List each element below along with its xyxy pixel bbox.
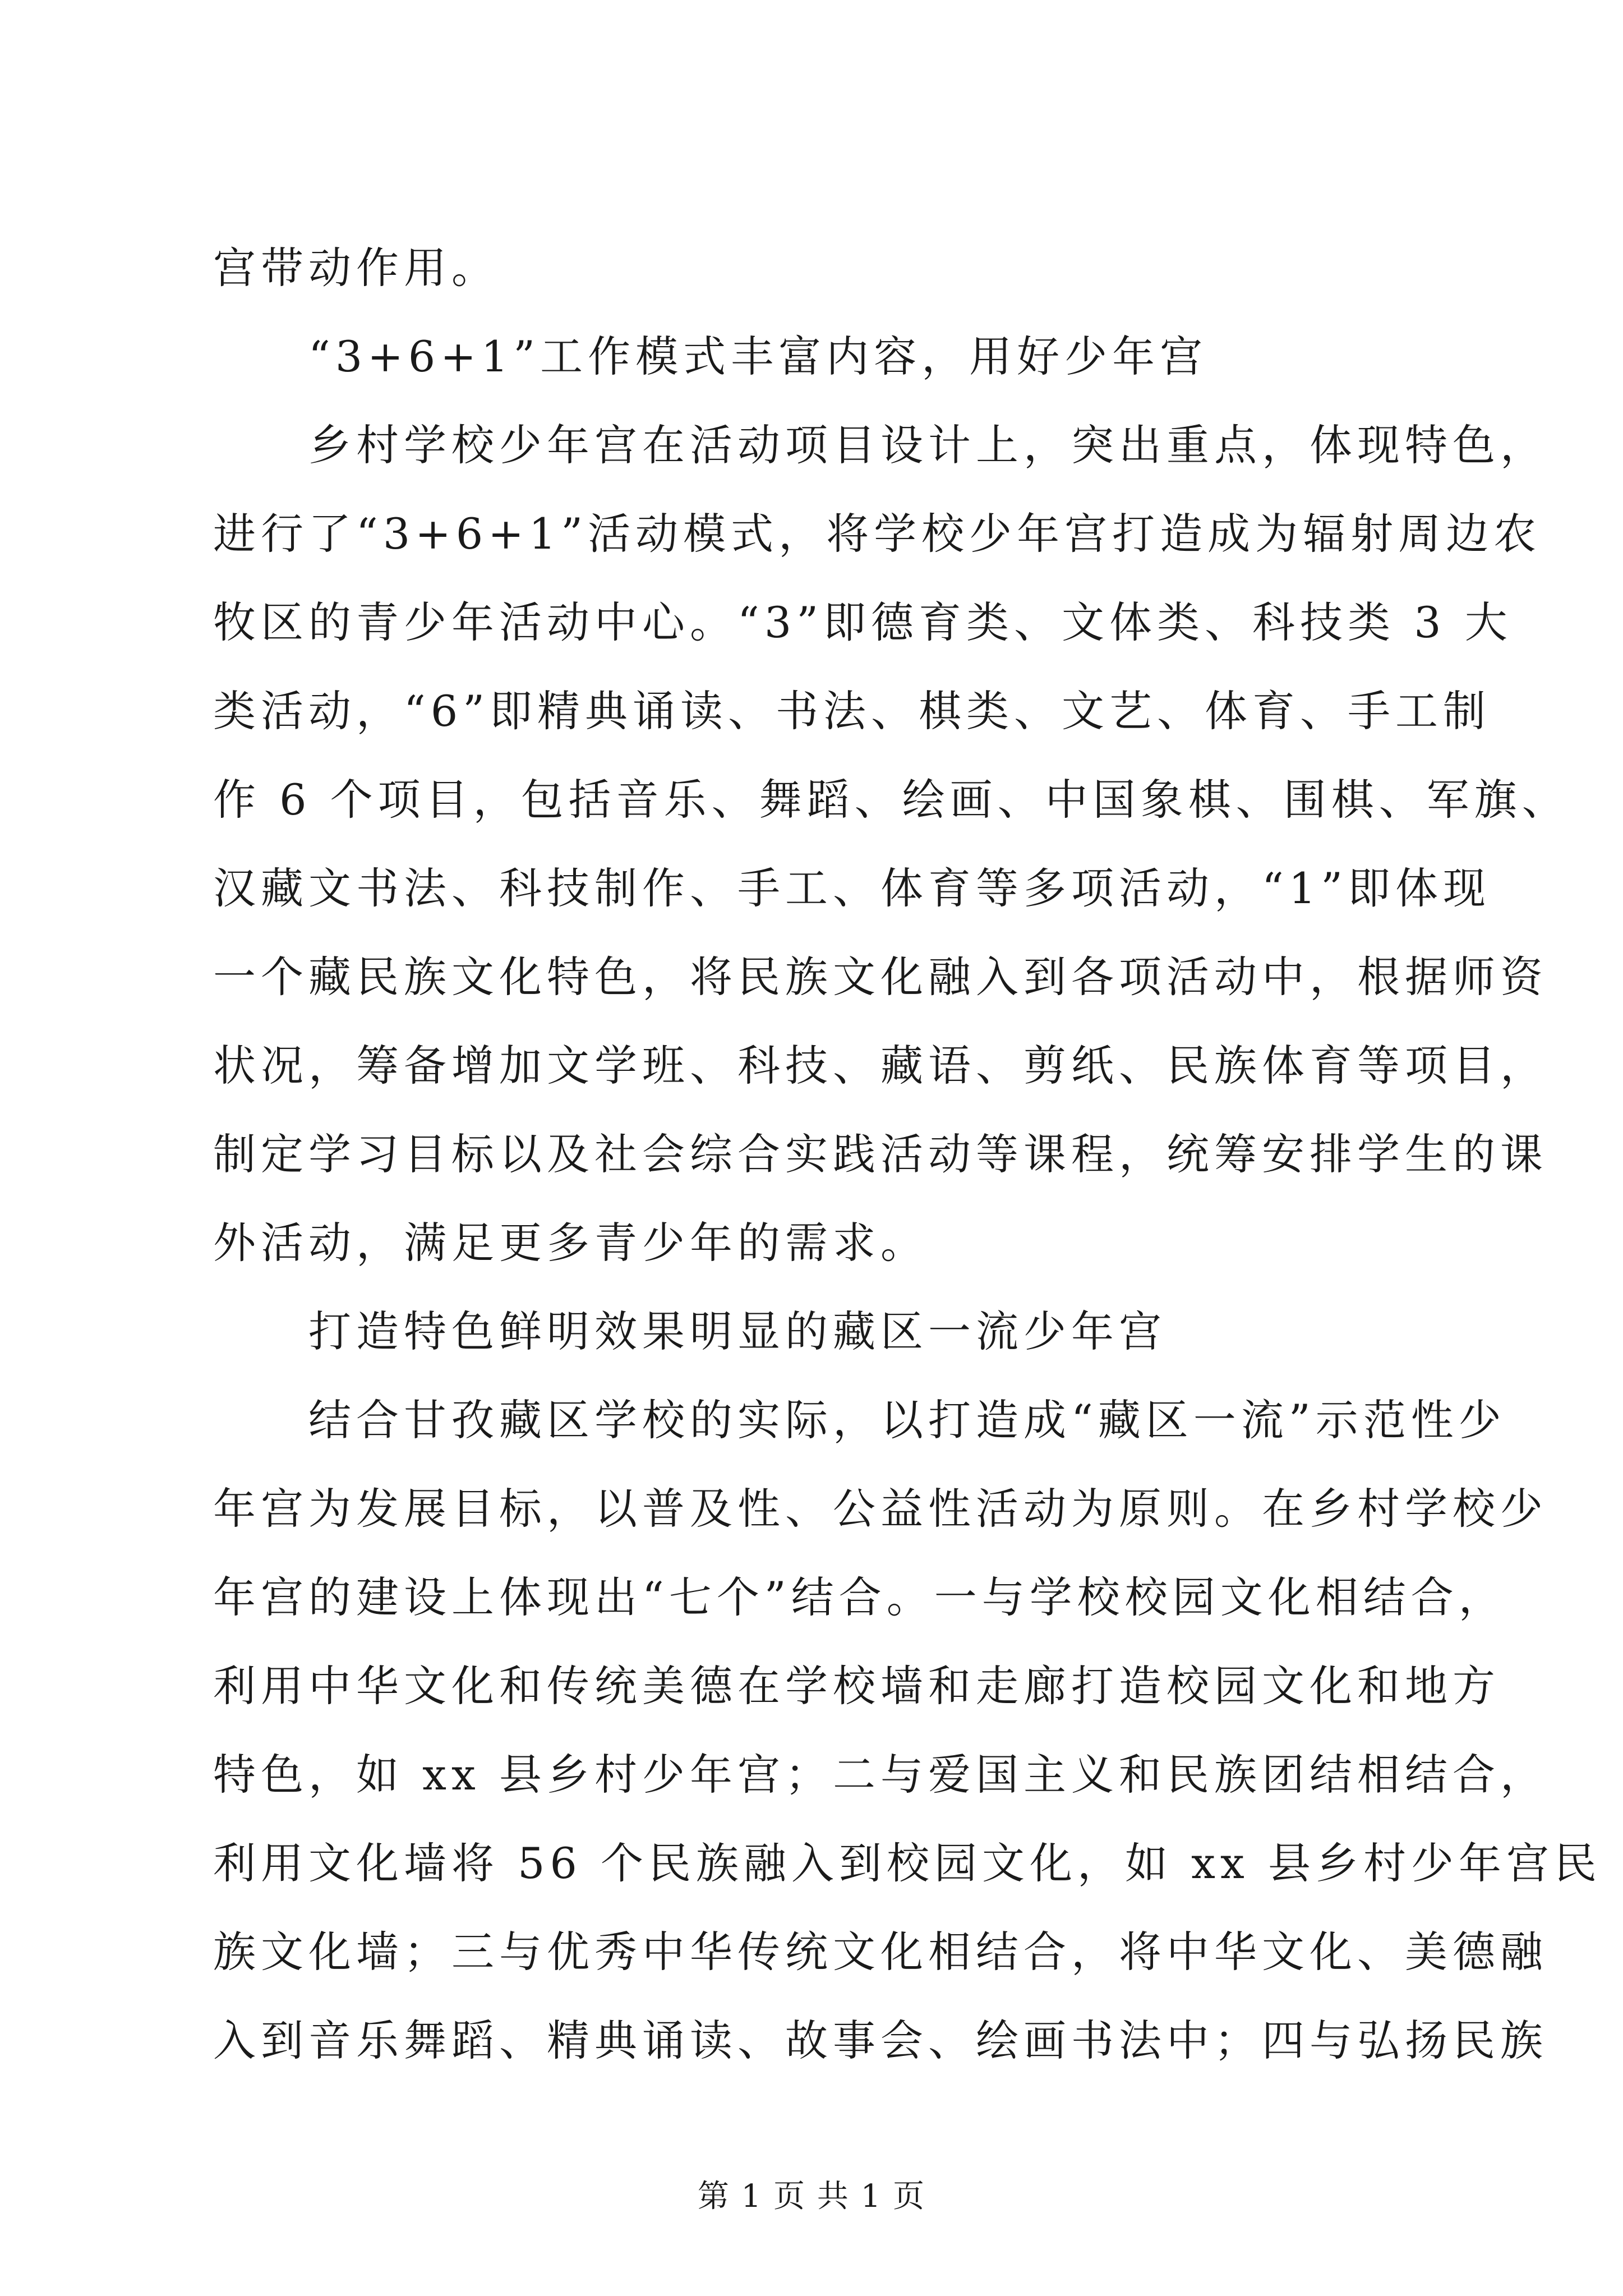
- text-line-21: 入到音乐舞蹈、精典诵读、故事会、绘画书法中；四与弘扬民族: [213, 2016, 1548, 2065]
- text-line-16: 年宫的建设上体现出“七个”结合。一与学校校园文化相结合，: [213, 1572, 1506, 1622]
- text-line-8: 汉藏文书法、科技制作、手工、体育等多项活动，“1”即体现: [213, 863, 1491, 913]
- section-heading-1: “3+6+1”工作模式丰富内容，用好少年宫: [308, 332, 1208, 381]
- page-number-footer: 第 1 页 共 1 页: [697, 2178, 926, 2215]
- text-line-19: 利用文化墙将 56 个民族融入到校园文化，如 xx 县乡村少年宫民: [213, 1838, 1602, 1888]
- text-line-6: 类活动，“6”即精典诵读、书法、棋类、文艺、体育、手工制: [213, 686, 1491, 736]
- text-line-4: 进行了“3+6+1”活动模式，将学校少年宫打造成为辐射周边农: [213, 509, 1542, 559]
- text-line-5: 牧区的青少年活动中心。“3”即德育类、文体类、科技类 3 大: [213, 597, 1513, 647]
- text-line-12: 外活动，满足更多青少年的需求。: [213, 1218, 928, 1268]
- text-line-14: 结合甘孜藏区学校的实际，以打造成“藏区一流”示范性少: [308, 1395, 1506, 1445]
- text-line-11: 制定学习目标以及社会综合实践活动等课程，统筹安排学生的课: [213, 1129, 1548, 1179]
- text-line-20: 族文化墙；三与优秀中华传统文化相结合，将中华文化、美德融: [213, 1927, 1548, 1977]
- text-line-17: 利用中华文化和传统美德在学校墙和走廊打造校园文化和地方: [213, 1661, 1500, 1711]
- section-heading-2: 打造特色鲜明效果明显的藏区一流少年宫: [308, 1306, 1166, 1356]
- text-line-9: 一个藏民族文化特色，将民族文化融入到各项活动中，根据师资: [213, 952, 1548, 1002]
- text-line-18: 特色，如 xx 县乡村少年宫；二与爱国主义和民族团结相结合，: [213, 1750, 1548, 1800]
- text-line-3: 乡村学校少年宫在活动项目设计上，突出重点，体现特色，: [308, 420, 1548, 470]
- text-line-10: 状况，筹备增加文学班、科技、藏语、剪纸、民族体育等项目，: [213, 1041, 1548, 1091]
- text-line-15: 年宫为发展目标，以普及性、公益性活动为原则。在乡村学校少: [213, 1484, 1548, 1534]
- text-line-1: 宫带动作用。: [213, 243, 499, 293]
- text-line-7: 作 6 个项目，包括音乐、舞蹈、绘画、中国象棋、围棋、军旗、: [213, 775, 1570, 825]
